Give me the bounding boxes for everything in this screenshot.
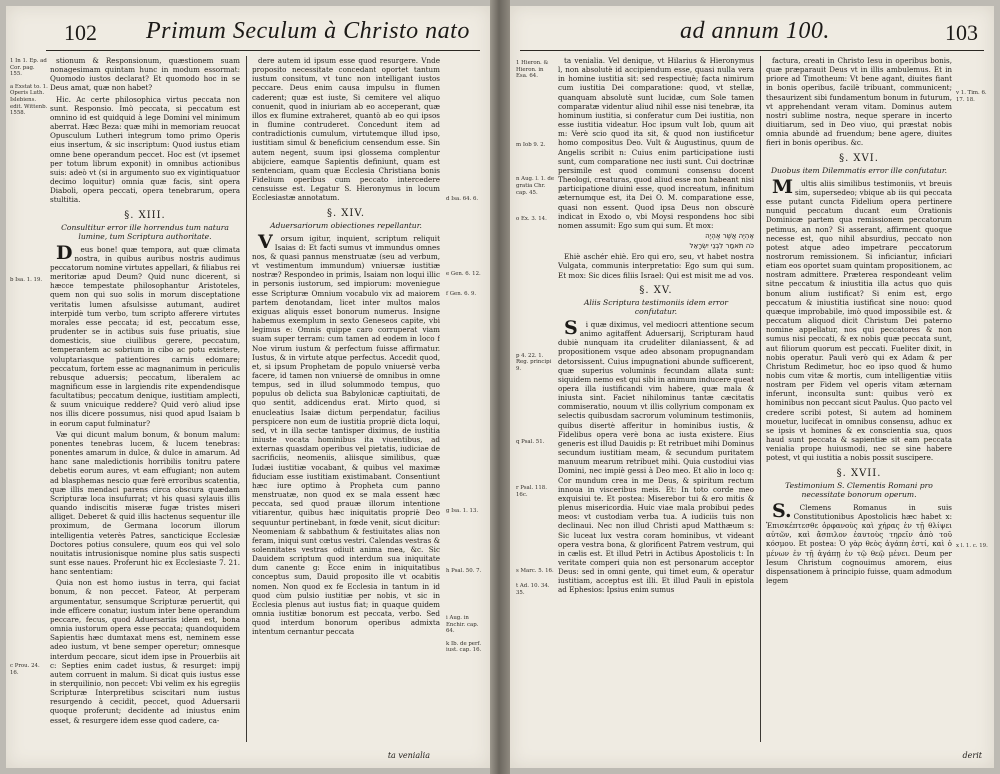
margin-note: g Isa. 1. 13.: [446, 507, 479, 514]
right-running-head: ad annum 100.: [680, 18, 830, 44]
section-heading: §. XIV.: [326, 207, 366, 219]
section-subtitle: Aliis Scriptura testimoniis idem error confutatur.: [583, 297, 729, 316]
margin-note: n Aug. l. 1. de gratia Chr. cap. 45.: [516, 176, 555, 196]
section-subtitle: Duobus item Dilemmatis error ille confutatur.: [770, 165, 948, 175]
margin-note: p 4. 22. 1. Reg. principi 9.: [516, 352, 552, 372]
right-column-1: [558, 56, 754, 742]
margin-note: b Isa. 1. 19.: [10, 276, 43, 283]
margin-note: m Iob 9. 2.: [516, 141, 546, 148]
left-page-number: 102: [64, 20, 97, 45]
margin-note: o Ex. 3. 14.: [516, 216, 547, 223]
paragraph: Deus bone! quæ tempora, aut quæ climata nostra, in quibus auribus nostris audimus peccatorum nomine virtutes appellari, & filiabus rei meritoriæ apud Deum? Quid nunc dicerent, si hæcce tempestate philosophantur Aristoteles, quem non qui suo solis in morum disceptatione veritatis lumen afsulsisse autumant, audiret interpidè tum verbo, tum scripto afferere virtutes morales esse peccata; id est, peccatum esse, prudenter se in actibus suis fuse priuatis, siue domesticis, siue ciuilibus gerere, peccatum, temperantem ac sobrium in cibo ac potu existere, voluptariasque patientiores carnis edomare; peccatum, fortem esse ac magnanimum in periculis rebusque aduersis; peccatum, liberalem ac magnificum esse in largiendis rite expendendisque facultatibus; peccatum denique, iustitiam amplecti, & suum vnicuique reddere? Quid verò aliud ipse nos illis dicere possumus, nisi quod apud Isaiam b in eorum caput fulminatur?: [50, 241, 240, 428]
hebrew-line: אֶהְיֶה אֲשֶׁר אֶהְיֶה: [705, 231, 754, 240]
margin-note: t Ad. 10. 34. 35.: [516, 582, 550, 596]
paragraph: Væ qui dicunt malum bonum, & bonum malum: ponentes tenebras lucem, & lucem tenebras: ponentes amarum in dulce, & dulce in amarum. Ad hanc sane maledictionis horribilis tonitru patere debetis eorum aures, vt eam effugiant; non autem ad blasphemas nescio quæ ferè erroribus scatentia, quæ illis mendaci parens circa obscura quædam Scripturæ loca insufurrat; vt his quasi sylauis illis quando indiscitis miseræ fugæ tristes miseri alliget. Deberet & quid illis hactenus sequentur ille proximum, de Germana locorum illorum intelligentia veterès Patres, sancticique Ecclesiæ Doctores potius consulere, quum eos qui vel solo nouitatis intrusionisque nomine plus satis suspecti sunt esse naues. Proferunt hic ex Ecclesiaste 7. 21. hanc sententiam:: [50, 429, 240, 577]
right-page-number: 103: [945, 20, 978, 45]
paragraph: Ehiè aschér ehiè. Ero qui ero, seu, vt habet nostra Vulgata, communis interpretatio: Ego sum qui sum. Et mox: Sic dices filiis Israel: Qui est misit me ad vos.: [558, 252, 754, 280]
hebrew-line: כֹּה תֹאמַר לִבְנֵי יִשְׂרָאֵל: [689, 242, 754, 251]
section-subtitle: Consultitur error ille horrendus tum natura lumine, tum Scriptura authoritate.: [61, 222, 229, 241]
section-heading: §. XVI.: [839, 152, 879, 164]
paragraph: dere autem id ipsum esse quod resurgere. Vnde proposito necessitate concedant oportet tantum iustum consitum, vt tunc non intelligant iustos peccare. Deus enim causa impulsu in flumen caderent; quæ est iuste, Si cemitere vel aliquo conuenit, quod in iniuriam ab eo acceperant, quæ illos ex flumine extraheret, quantò ab eo qui ipsos in flumine contruderet. Concedunt item ad contradictionis cumulum, virtutemque illud ipso, iustitiam simul & beneficium censendum esse. Sin autem negent, suum ipsi glossema complentur abijciere, eamque Sapientis definiunt, quam est sentenciam, quam quæ Ecclesia Christiana bonis Fidelium operibus cum peccato intercedere censuisse est. Legatur S. Hieronymus in locum Ecclesiastæ annotatum.: [252, 56, 440, 203]
margin-note: e Gen. 6. 12.: [446, 270, 481, 277]
paragraph: stionum & Responsionum, quæstionem suam nonagesimam quintam hunc in modum essormat: Quomodo iustos declarat? Et quomodo hoc in se Deus amat, quæ non habet?: [50, 56, 240, 93]
column-divider: [760, 56, 761, 742]
section-heading: §. XVII.: [836, 467, 882, 479]
column-divider: [246, 56, 247, 742]
margin-note: x l. 1. c. 19.: [956, 543, 988, 550]
margin-note: c Prou. 24. 16.: [10, 663, 40, 676]
left-inner-margin-notes: [446, 56, 488, 742]
left-column-2: [252, 56, 440, 742]
left-outer-margin-notes: [10, 56, 48, 742]
left-header-rule: [46, 50, 480, 51]
paragraph: factura, creati in Christo Iesu in operibus bonis, quæ præparauit Deus vt in illis ambulemus. Et in priore ad Timotheum: Vt bene agant, diuites fiant in bonis operibus, facilè tribuant, communicent; thesaurizent sibi fundamentum bonum in futurum, vt apprehendant veram vitam. Dominus autem nostri sublime nostra, neque sperare in incerto diuitiarum, sed in Deo viuo, qui præstat nobis omnia abundè ad fruendum; bene agere, diuites fieri in bonis operibus. &c.: [766, 56, 952, 148]
section-heading: §. XV.: [639, 284, 673, 296]
margin-note: f Gen. 6. 9.: [446, 291, 477, 298]
paragraph: Multis aliis similibus testimoniis, vt breuis sim, supersedeo; vbique ab iis qui peccata esse putant cuncta Fidelium opera pertinere nunquid peccatum ducant eum Orationis Dominicæ partem qua remissionem peccatorum petimus, an non? Si asserant, affirment quoque necesse est, quo nihil absurdius, peccato non potest atque adeo impetrare peccatorum nostrorum remissionem. Si inficiantur, inficiari etiam eos oportet suam quintam propositionem, ac nostram admittere. Præterea respondeant velim sitne peccatum & iniustitia illa actus quo quis bonum alium iustificat? Si enim est, ergo peccatum & iniustitia iustificat sine nouo: quod quæque improbabile, imò quod impossibile est. & peccatum aliquod dicit Christum Dei paterno nomine appellatur, nos qui peccatores & non sumus nisi peccati, & ex nobis quæ peccata sunt, aut filiorum quorum est peccati. Fueliter dixit, in nobis operatur. Pauli verò qui ex Adam & per Christum Redimetur, hoc eo ipso quod & humo nobis cum vitæ & mortis, cum intelligentiæ vitiis nostram per Fidem vel operis vitam æternam inferunt, inconsulta sunt: quibus verò ex hominibus non peccant sicut Paulus. Quo pacto vel credere scribi potest, Si autem ad hominem mouetur, lucifecat in omnibus consensu, adhuc ex se ipsis vt homines & ex conscientia sua, quos haud sunt peccata & sapientiæ sit eam peccata venialia prope huiusmodi, nec se sine habere potest, vt qui iustitia a nobis possit suscipere.: [766, 175, 952, 463]
section-heading: §. XIII.: [124, 209, 166, 221]
section-subtitle: Aduersariorum obiectiones repellantur.: [270, 220, 422, 230]
book-gutter: [490, 0, 510, 774]
margin-note: r Psal. 118. 16c.: [516, 485, 547, 498]
right-header-rule: [520, 50, 984, 51]
left-page: [6, 6, 490, 768]
paragraph: Hic. Ac certe philosophica virtus peccata non sunt. Responsio. Imò peccata, si peccatum est omnino id est quidquid à lege Domini vel minimum aberrat. Hæc Beza: quæ mihi in memoriam reuocat Opusculum Lutheri integrum tomo primo Operis eius insertum, & sic inscriptum: Quod iustus etiam omne bene operandum peccet. Hoc est (vt ipsemet per totum librum exponit) in omnibus actionibus suis: adeò vt (si in argumento suo ex vigintiquatuor decimo loquitur) omnia quæ facis, sint opera Diaboli, opera peccati, opera tenebrarum, opera stultitia.: [50, 94, 240, 205]
paragraph: S.Clemens Romanus in suis Constitutionibus Apostolicis hæc habet x: Ἐπισκέπτεσθε ὀρφανοὺς καὶ χήρας ἐν τῇ θλίψει αὐτῶν, καὶ ἄσπιλον ἑαυτοὺς τηρεῖν ἀπὸ τοῦ κόσμου. Et postea: Ὁ γὰρ θεὸς ἀγάπη ἐστί, καὶ ὁ μένων ἐν τῇ ἀγάπῃ ἐν τῷ θεῷ μένει. Deum per Iesum Christum cognouimus amorem, eius dispensationem à principio fuisse, quam admodum legem: [766, 499, 952, 585]
margin-note: a Exstat to. 1. Operis Luth. Islebiens. edit. Wittenb. 1558.: [10, 83, 48, 117]
margin-note: 1 Hieron. & Hieron. in Esa. 64.: [516, 60, 549, 80]
margin-note: 1 In 1. Ep. ad Cor. pag. 155.: [10, 58, 47, 78]
margin-note: d Isa. 64. 6.: [446, 196, 479, 202]
margin-note: v 1. Tim. 6. 17. 18.: [956, 90, 987, 103]
margin-note: i Aug. in Enchir. cap. 64.: [446, 614, 479, 635]
left-page-header: [16, 18, 480, 52]
margin-note: s Marc. 5. 16.: [516, 568, 554, 575]
section-subtitle: Testimonium S. Clementis Romani pro necessitate bonorum operum.: [785, 480, 933, 499]
paragraph: Quia non est homo iustus in terra, qui faciat bonum, & non peccet. Fateor, At perperam argumentatur, sensumque Scripturæ peruertit, qui inde efficere conatur, iustum inter bene operandum peccare, fecus, quod Aduersariis idem est, bona omnia iustorum opera esse peccata; quandoquidem Sapientis hæc dumtaxat mens est, neminem esse adeo iustum, vt bene semper operetur; omnesque interdum peccare, sicut idem ipse in Prouerbiis ait c: Septies enim cadet iustus, & resurget: impij autem corruent in malum. Si dicat quis iustus esse in sterquilinio, non peccet: Vbi velim ex his egregiis Scripturæ Interpretibus sciscitari num iustus resurgendo à cecidit, peccet, quod Aduersarii quoque proferunt; decidente ad iniustus enim esset, & resurgere idem esse quod cadere, ca-: [50, 578, 240, 725]
right-page: [510, 6, 994, 768]
margin-note: q Psal. 51.: [516, 438, 545, 445]
paragraph: Si quæ diximus, vel mediocri attentione secum animo agitaffent Aduersarij, Scripturam haud dubiè nunquam ita crudeliter dilaniassent, & ad propositionem vsque adeo absonam propugnandam detorsissent. Cuius impugnationi abunde sufficerent, quæ superius voluminis fecundam allata sunt: siquidem nemo est qui sibi in animum inducere queat opera illa iustificandi vim habere, quæ mala & iniusta sint. Faciet nihilominus tantæ cæcitatis commiseratio, nouum vt illis collyrium componam ex selectis quibusdam sacrorum voluminum testimoniis, quibus disertè afferitur in hominibus iustis, & Fidelibus opera verè bona ac iusta existere. Eius generis est illud Dauidis p: Et retribuet mihi Dominus secundum iustitiam meam, & secundum puritatem manuum mearum retribuet mihi. Quia custodiui vias Domini, nec impiè gessi à Deo meo. Et alio in loco q: Cor mundum crea in me Deus, & spiritum rectum innoua in visceribus meis. Et: In toto corde meo exquisiui te. Et postea: Miserebor tui & ero mitis & plenus misericordia. Huic viae mala probibui pedes meos: vt custodiam verba tua. A iudiciis tuis non declinaui. Nec non illud Christi apud Matthæum s: Sic luceat lux vestra coram hominibus, vt videant opera vestra bona, & glorificent Patrem vestrum, qui in cælis est. Et illud Petri in Actibus Apostolicis t: In veritate comperi quia non est personarum acceptor Deus: sed in omni gente, qui timet eum, & operatur iustitiam, acceptus est illi. Et illud Pauli in epistola ad Ephesios: Ipsius enim sumus: [558, 316, 754, 595]
right-column-2: [766, 56, 952, 742]
left-running-head: Primum Seculum à Christo nato: [146, 18, 470, 44]
left-catchword: ta venialia: [387, 751, 430, 760]
right-catchword: derit: [962, 751, 982, 760]
paragraph: Vorsum igitur, inquient, scriptum reliquit Isaias d: Et facti sumus vt immundus omnes nos, & quasi pannus menstruatæ (seu ad verbum, vt vestimentum immundum) vniuersæ iustitiæ nostræ? Respondeo in primis, Isaiam non loqui illic in personis iustorum, sed impiorum: moveniegue esse Scripturæ Omnium vocabulo vix ad maiorem partem denotandam, licet inter multos malos exiguas aliquis esset bonorum numerus. Insigne habemus exemplum in sexto Geneseos capite, vbi legimus e: Omnis quippe caro corruperat viam suam super terram: cum tamen ad eodem in loco f Noe virum iustum & perfectum fuisse affirmatur. Iustus, & in virtute atque perfectus. Accedit quod, et, si ipsum Prophetam de populo vniuersè verba facere, id tamen non vniuersè de omnibus in omne tempus, sed in illud solummodo tempus, quo populus ob delicta sua Babylonicæ captiuitati, de quo sentit, addicendus erat. Mirto quod, si enucleatius Isaiæ dictum perpendatur, facilius perspicere non eum de iustitia propriè dicta loqui, sed, vt in illa sectæ tantisper diximus, de iustitia iniuste vocata hominibus ita viuentibus, ad externas quasdam operibus vel pietatis, iudiciae de sacrificiis, neomeniis, aliisque similibus, quæ Iudæi iustitiæ vocabant, & quibus vel maximæ fiduciam esse iustitiam existimabant. Consentiunt hæc iure optimo à Propheta cum panno menstruatæ, non quod ex se mala essent hæc peccata, sed quod prauæ illorum intentione vitiarentur, quibus hæc iniquitatis propriè Deo sequuntur pertinebant, in fœde venit, sicut dicitur: Neomeniam & sabbathum & festiuitates alias non feram, iniqui sunt cœtus vestri. Calendas vestras & solennitates vestras odiuit anima mea, &c. Sic Dauidem scriptum quod interdum sua iniquitate dum canente g: Ecce enim in iniquitatibus conceptus sum, Dauid proposito ille vt ocabitis nomen. Non quod ex fe Ecclesia in tantum in id quod cùm pulsio iustitiæ per nobis, vt sic in Ecclesia plenus aut iustus fiat; in quaque quidem omnia iustitiæ bonorum est peccata, verbo. Sed quod interdum bonorum operibus admixta intentum cernantur peccata: [252, 230, 440, 637]
margin-note: h Psal. 50. 7.: [446, 568, 482, 575]
right-inner-margin-notes: [516, 56, 556, 742]
margin-note: k Ib. de perf. iust. cap. 16.: [446, 640, 482, 654]
paragraph: ta venialia. Vel denique, vt Hilarius & Hieronymus l, non absolutè id accipiendum esse, quasi nulla vera in homine iustitia sit: sed respectiuè; facta nimirum cum iustitia Dei comparatione: quod, vt stellæ, quanquam absolutè sunt lucidæ, cum Sole tamen comparatæ videntur aliud nihil esse nisi tenebræ, ita hominum iustitia, si conferatur cum Dei iustitia, non esse iustitia videatur. Hoc ipsum vult Iob, quum ait m: Verè scio quod ita sit, & quod non iustificetur homo compositus Deo. Vult & Augustinus, quum de Angelis scribit n: Cuius enim participatione iusti sunt, cum comparatione nec iusti sunt. Cui doctrinæ persimile est quod communi consensu docent Theologi, creaturas, quod aliud esse non habeant nisi participatione diuini esse, quod increatum, infinitum æternumque est, ita Dei O. M. comparatione esse, quasi non essent. Quod ipsa Deus non obscurè indicat in Exodo o, vbi Moysi respondens hoc sibi nomen assumit: Ego sum qui sum. Et mox:: [558, 56, 754, 230]
right-page-header: [520, 18, 984, 52]
right-outer-margin-notes: [956, 56, 992, 742]
left-column-1: [50, 56, 240, 742]
